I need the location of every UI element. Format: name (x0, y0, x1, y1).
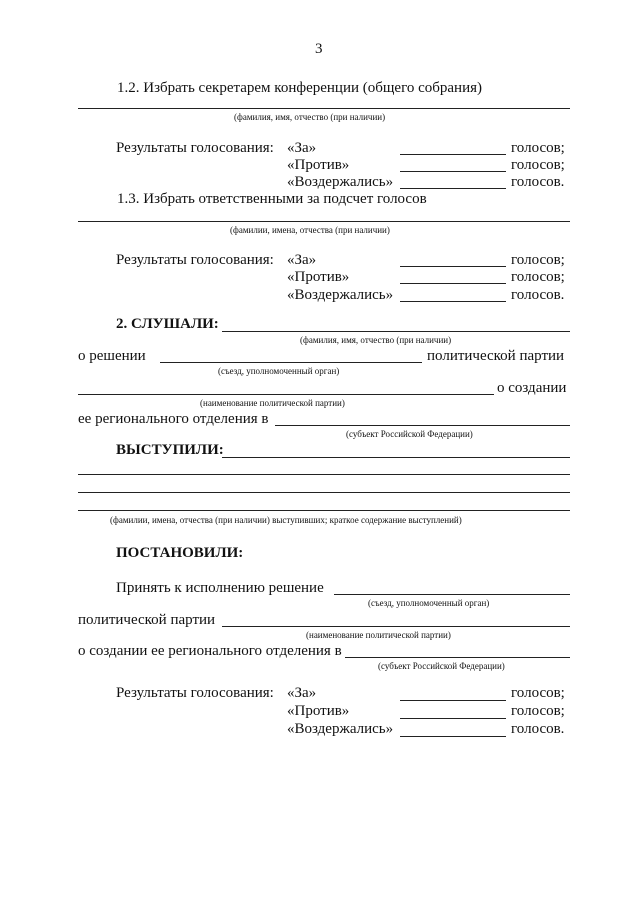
votes-unit: голосов; (511, 252, 565, 268)
spoke-line-1[interactable] (222, 457, 570, 458)
regional-branch-text: ее регионального отделения в (78, 411, 269, 427)
on-decision-text: о решении (78, 348, 146, 364)
abstain-label: «Воздержались» (287, 174, 394, 190)
spoke-line-3[interactable] (78, 492, 570, 493)
on-creation-text: о создании (497, 380, 567, 396)
spoke-line-4[interactable] (78, 510, 570, 511)
votes-unit: голосов; (511, 269, 565, 285)
resolved-organ-line[interactable] (334, 594, 570, 595)
results-label: Результаты голосования: (116, 685, 274, 701)
votes-unit: голосов. (511, 287, 565, 303)
for-votes-line[interactable] (400, 266, 506, 267)
creation-regional-text: о создании ее регионального отделения в (78, 643, 342, 659)
votes-unit: голосов. (511, 721, 565, 737)
votes-unit: голосов; (511, 157, 565, 173)
for-votes-line[interactable] (400, 154, 506, 155)
against-votes-line[interactable] (400, 718, 506, 719)
abstain-votes-line[interactable] (400, 736, 506, 737)
item-1-2-title: 1.2. Избрать секретарем конференции (общего собрания) (117, 80, 483, 96)
resolved-subject-line[interactable] (345, 657, 570, 658)
secretary-name-line[interactable] (78, 108, 570, 109)
heard-party-name-line[interactable] (78, 394, 494, 395)
results-label: Результаты голосования: (116, 252, 274, 268)
for-label: «За» (287, 252, 317, 268)
against-votes-line[interactable] (400, 171, 506, 172)
resolved-party-name-line[interactable] (222, 626, 570, 627)
page-number: 3 (315, 41, 323, 57)
against-label: «Против» (287, 157, 350, 173)
political-party-text: политической партии (78, 612, 216, 628)
heard-name-caption: (фамилия, имя, отчество (при наличии) (300, 335, 452, 345)
against-label: «Против» (287, 269, 350, 285)
for-votes-line[interactable] (400, 700, 506, 701)
resolved-organ-caption: (съезд, уполномоченный орган) (368, 598, 490, 608)
abstain-votes-line[interactable] (400, 301, 506, 302)
heard-speaker-line[interactable] (222, 331, 570, 332)
spoke-heading: ВЫСТУПИЛИ: (116, 442, 224, 458)
for-label: «За» (287, 140, 317, 156)
counters-names-line[interactable] (78, 221, 570, 222)
heard-heading: 2. СЛУШАЛИ: (116, 316, 219, 332)
accept-decision-text: Принять к исполнению решение (116, 580, 324, 596)
against-votes-line[interactable] (400, 283, 506, 284)
votes-unit: голосов; (511, 685, 565, 701)
political-party-text: политической партии (427, 348, 565, 364)
votes-unit: голосов; (511, 140, 565, 156)
votes-unit: голосов; (511, 703, 565, 719)
item-1-2-caption: (фамилия, имя, отчество (при наличии) (234, 112, 386, 122)
for-label: «За» (287, 685, 317, 701)
spoke-line-2[interactable] (78, 474, 570, 475)
abstain-label: «Воздержались» (287, 287, 394, 303)
item-1-3-title: 1.3. Избрать ответственными за подсчет голосов (117, 191, 427, 207)
votes-unit: голосов. (511, 174, 565, 190)
resolved-subject-caption: (субъект Российской Федерации) (378, 661, 505, 671)
against-label: «Против» (287, 703, 350, 719)
results-label: Результаты голосования: (116, 140, 274, 156)
heard-organ-caption: (съезд, уполномоченный орган) (218, 366, 340, 376)
abstain-label: «Воздержались» (287, 721, 394, 737)
heard-subject-line[interactable] (275, 425, 570, 426)
spoke-caption: (фамилии, имена, отчества (при наличии) выступивших; краткое содержание выступлений) (110, 515, 462, 525)
resolved-party-name-caption: (наименование политической партии) (306, 630, 451, 640)
resolved-heading: ПОСТАНОВИЛИ: (116, 545, 244, 561)
heard-organ-line[interactable] (160, 362, 422, 363)
abstain-votes-line[interactable] (400, 188, 506, 189)
heard-subject-caption: (субъект Российской Федерации) (346, 429, 473, 439)
heard-party-name-caption: (наименование политической партии) (200, 398, 345, 408)
item-1-3-caption: (фамилии, имена, отчества (при наличии) (230, 225, 390, 235)
